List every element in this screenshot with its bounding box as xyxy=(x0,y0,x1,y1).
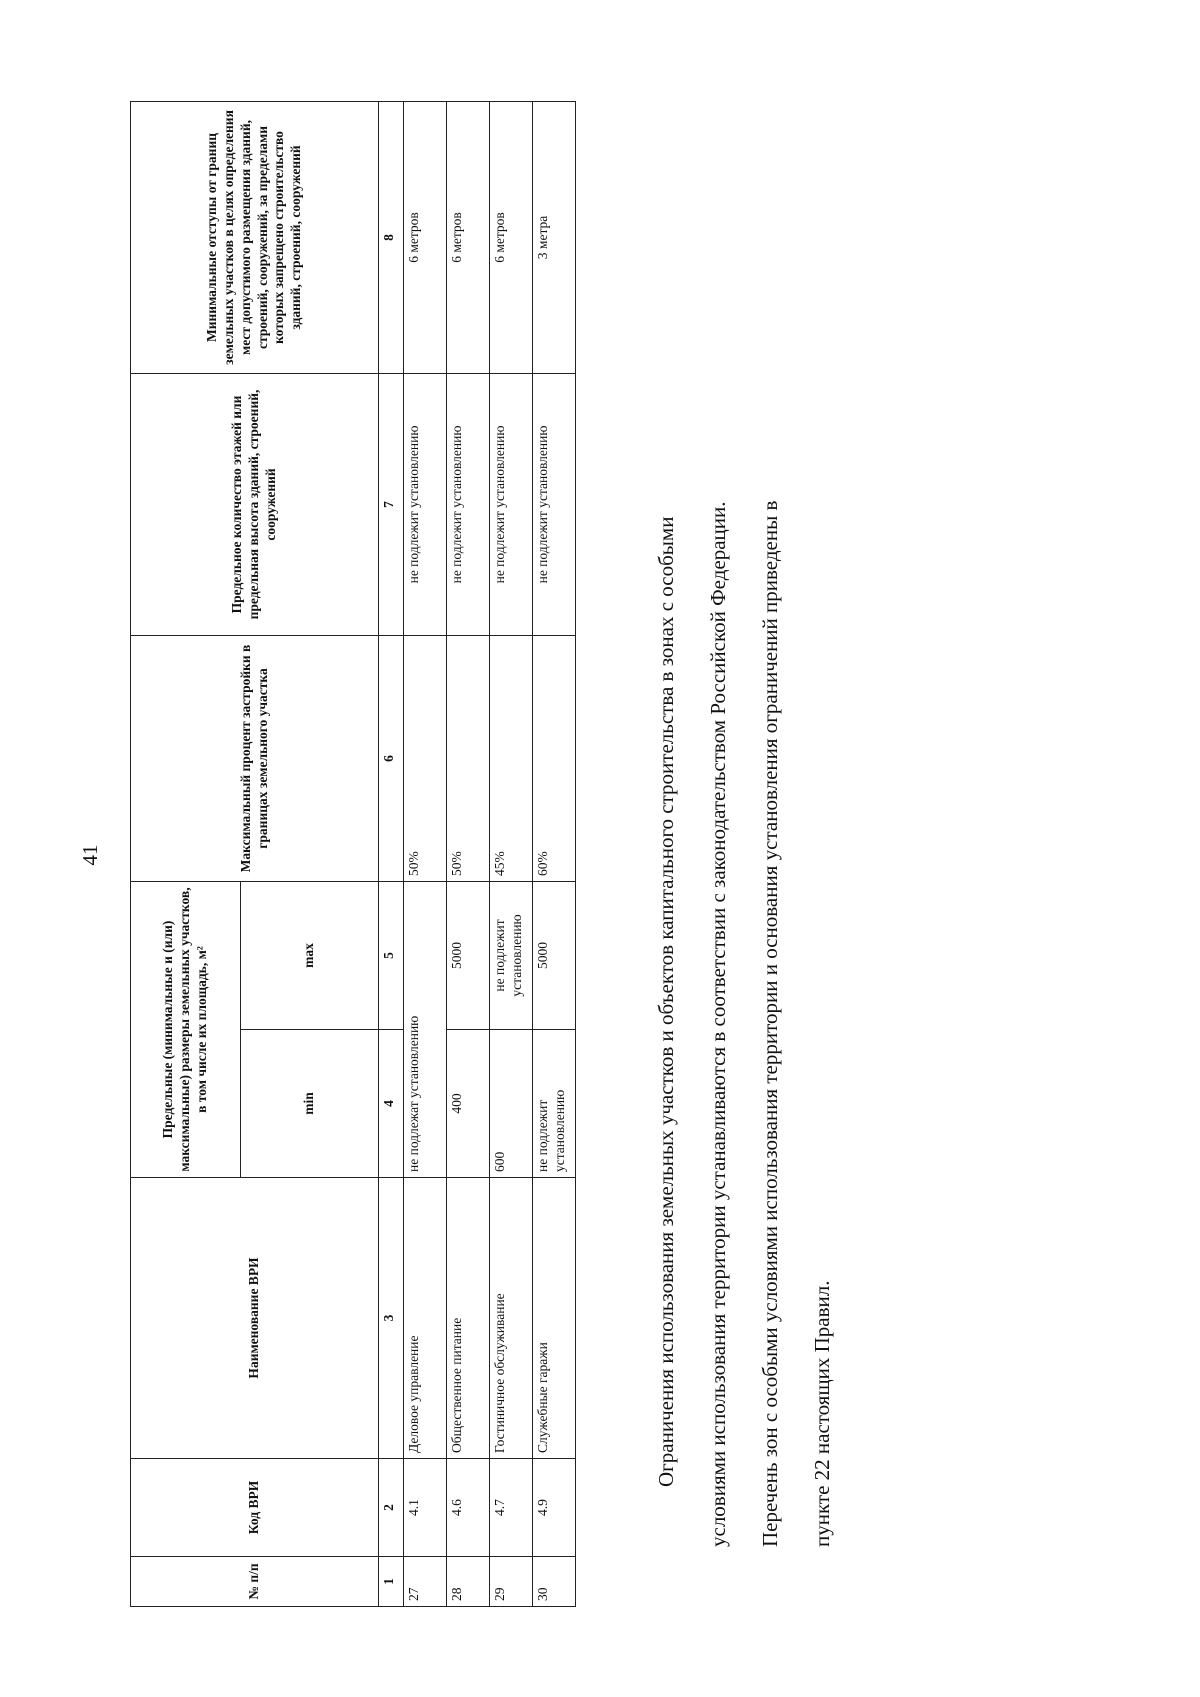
cell-name: Гостиничное обслуживание xyxy=(490,1178,533,1459)
cell-code: 4.6 xyxy=(447,1459,490,1557)
paragraph-line: пункте 22 настоящих Правил. xyxy=(810,1280,834,1547)
header-code: Код ВРИ xyxy=(131,1459,379,1557)
cell-min: не подлежит установлению xyxy=(533,1030,576,1178)
cell-code: 4.9 xyxy=(533,1459,576,1557)
paragraph-line: Ограничения использования земельных участков и объектов капитального строительства в зонах с особыми xyxy=(654,516,678,1487)
table-row xyxy=(490,101,533,1606)
header-name: Наименование ВРИ xyxy=(131,1178,379,1459)
table-row xyxy=(447,101,490,1606)
col-number: 5 xyxy=(379,881,404,1029)
col-number: 3 xyxy=(379,1178,404,1459)
cell-max: не подлежит установлению xyxy=(490,881,533,1029)
cell-name: Общественное питание xyxy=(447,1178,490,1459)
header-max: max xyxy=(241,881,379,1029)
cell-code: 4.1 xyxy=(404,1459,447,1557)
header-percent: Максимальный процент застройки в границах земельного участка xyxy=(131,635,379,881)
header-row xyxy=(131,101,241,1606)
cell-setback: 3 метра xyxy=(533,101,576,373)
cell-max: 5000 xyxy=(533,881,576,1029)
cell-name: Деловое управление xyxy=(404,1178,447,1459)
cell-floors: не подлежит установлению xyxy=(447,373,490,635)
table-row xyxy=(533,101,576,1606)
restrictions-paragraph xyxy=(640,147,848,1547)
table-row xyxy=(404,101,447,1606)
column-number-row xyxy=(379,101,404,1606)
cell-percent: 50% xyxy=(404,635,447,881)
paragraph-line: условиями использования территории устанавливаются в соответствии с законодательством Российской Федерации. xyxy=(706,501,730,1547)
cell-setback: 6 метров xyxy=(447,101,490,373)
col-number: 4 xyxy=(379,1030,404,1178)
col-number: 7 xyxy=(379,373,404,635)
cell-percent: 50% xyxy=(447,635,490,881)
cell-setback: 6 метров xyxy=(490,101,533,373)
cell-name: Служебные гаражи xyxy=(533,1178,576,1459)
header-setback: Минимальные отступы от границ земельных участков в целях определения мест допустимого размещения зданий, строений, сооружений, за пределами которых запрещено строительство зданий, строений, сооружений xyxy=(131,101,379,373)
cell-num: 29 xyxy=(490,1557,533,1607)
cell-min: 600 xyxy=(490,1030,533,1178)
cell-floors: не подлежит установлению xyxy=(533,373,576,635)
regulations-table xyxy=(130,101,576,1607)
cell-area-merged: не подлежат установлению xyxy=(404,881,447,1177)
col-number: 1 xyxy=(379,1557,404,1607)
cell-percent: 45% xyxy=(490,635,533,881)
page-number: 41 xyxy=(78,844,102,866)
header-min: min xyxy=(241,1030,379,1178)
header-floors: Предельное количество этажей или предельная высота зданий, строений, сооружений xyxy=(131,373,379,635)
cell-floors: не подлежит установлению xyxy=(404,373,447,635)
cell-min: 400 xyxy=(447,1030,490,1178)
cell-max: 5000 xyxy=(447,881,490,1029)
col-number: 6 xyxy=(379,635,404,881)
cell-setback: 6 метров xyxy=(404,101,447,373)
cell-code: 4.7 xyxy=(490,1459,533,1557)
cell-num: 28 xyxy=(447,1557,490,1607)
header-area-group: Предельные (минимальные и (или) максимальные) размеры земельных участков, в том числе их площадь, м² xyxy=(131,881,241,1177)
paragraph-line: Перечень зон с особыми условиями использования территории и основания установления ограничений приведены в xyxy=(758,500,782,1547)
cell-num: 30 xyxy=(533,1557,576,1607)
cell-percent: 60% xyxy=(533,635,576,881)
col-number: 2 xyxy=(379,1459,404,1557)
header-num: № п/п xyxy=(131,1557,379,1607)
cell-floors: не подлежит установлению xyxy=(490,373,533,635)
col-number: 8 xyxy=(379,101,404,373)
cell-num: 27 xyxy=(404,1557,447,1607)
